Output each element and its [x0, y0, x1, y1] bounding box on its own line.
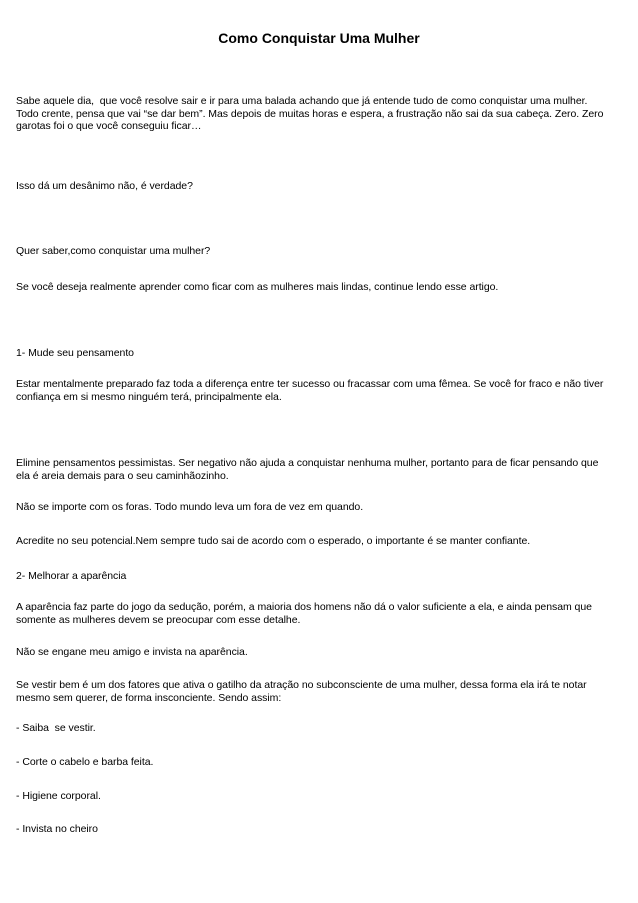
section-heading-1: 1- Mude seu pensamento — [16, 347, 134, 359]
paragraph-dress: Se vestir bem é um dos fatores que ativa o gatilho da atração no subconsciente de uma mulher, dessa forma ela irá te notar mesmo sem querer, de forma insconciente. Sendo assim: — [16, 679, 587, 704]
paragraph-invest: Não se engane meu amigo e invista na aparência. — [16, 646, 248, 658]
paragraph-potential: Acredite no seu potencial.Nem sempre tudo sai de acordo com o esperado, o importante é se manter confiante. — [16, 535, 531, 547]
paragraph-continue: Se você deseja realmente aprender como ficar com as mulheres mais lindas, continue lendo esse artigo. — [16, 281, 499, 293]
list-item-haircut: - Corte o cabelo e barba feita. — [16, 756, 154, 768]
list-item-scent: - Invista no cheiro — [16, 823, 98, 835]
paragraph-intro: Sabe aquele dia, que você resolve sair e ir para uma balada achando que já entende tudo de como conquistar uma mulher. Todo crente, pensa que vai “se dar bem”. Mas depois de muitas horas e espera, a frustração não sai da sua cabeça. Zero. Zero garotas foi o que você conseguiu ficar… — [16, 95, 604, 132]
paragraph-foras: Não se importe com os foras. Todo mundo leva um fora de vez em quando. — [16, 501, 364, 513]
list-item-hygiene: - Higiene corporal. — [16, 790, 101, 802]
section-heading-2: 2- Melhorar a aparência — [16, 570, 127, 582]
paragraph-pessimism: Elimine pensamentos pessimistas. Ser negativo não ajuda a conquistar nenhuma mulher, portanto para de ficar pensando que ela é areia demais para o seu caminhãozinho. — [16, 457, 599, 482]
paragraph-mental: Estar mentalmente preparado faz toda a diferença entre ter sucesso ou fracassar com uma fêmea. Se você for fraco e não tiver confiança em si mesmo ninguém terá, principalmente ela. — [16, 378, 604, 403]
paragraph-appearance: A aparência faz parte do jogo da sedução, porém, a maioria dos homens não dá o valor suficiente a ela, e ainda pensam que somente as mulheres devem se preocupar com esse detalhe. — [16, 601, 592, 626]
paragraph-desanimo: Isso dá um desânimo não, é verdade? — [16, 180, 193, 192]
page-title: Como Conquistar Uma Mulher — [218, 30, 420, 46]
list-item-dress: - Saiba se vestir. — [16, 722, 96, 734]
paragraph-question: Quer saber,como conquistar uma mulher? — [16, 245, 211, 257]
